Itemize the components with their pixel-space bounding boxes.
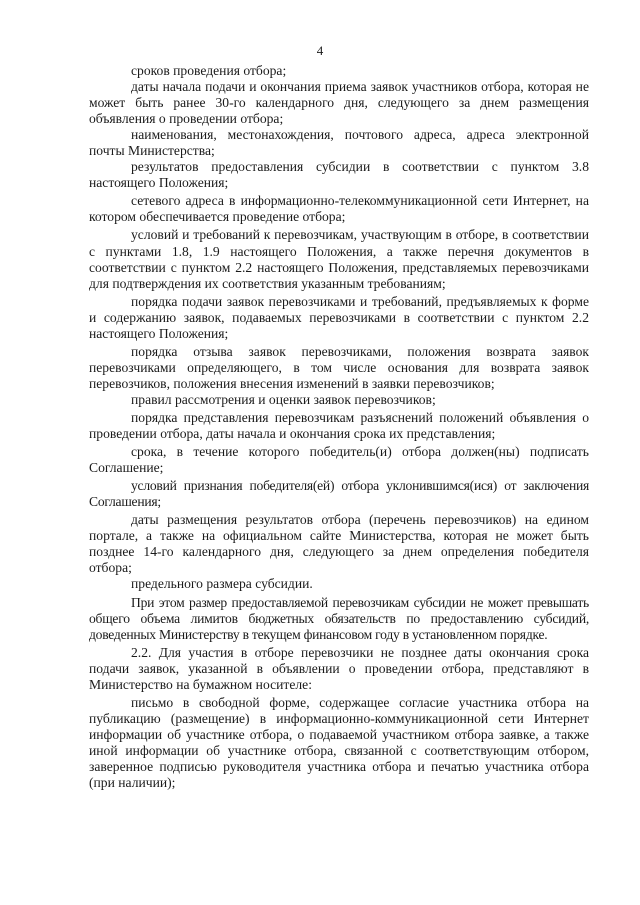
paragraph: порядка подачи заявок перевозчиками и требований, предъявляемых к форме и содержанию заявок, подаваемых перевозчиками в соответствии с пунктом 2.2 настоящего Положения;: [89, 293, 589, 341]
paragraph: даты размещения результатов отбора (перечень перевозчиков) на едином портале, а также на официальном сайте Министерства, которая не может быть позднее 14-го календарного дня, следующего за днем определения победителя отбора;: [89, 512, 589, 576]
paragraph: сетевого адреса в информационно-телекоммуникационной сети Интернет, на котором обеспечивается проведение отбора;: [89, 193, 589, 225]
paragraph: условий и требований к перевозчикам, участвующим в отборе, в соответствии с пунктами 1.8, 1.9 настоящего Положения, а также перечня документов в соответствии с пунктом 2.2 настоящего Положения, представляемых перевозчиками для подтверждения их соответствия указанным требованиям;: [89, 227, 589, 291]
page-number: 4: [316, 43, 324, 58]
paragraph: срока, в течение которого победитель(и) отбора должен(ны) подписать Соглашение;: [89, 444, 589, 476]
paragraph: порядка представления перевозчикам разъяснений положений объявления о проведении отбора, даты начала и окончания срока их представления;: [89, 409, 589, 442]
paragraph: порядка отзыва заявок перевозчиками, положения возврата заявок перевозчиками определяющего, в том числе основания для возврата заявок перевозчиков, положения внесения изменений в заявки перевозчиков;: [89, 343, 589, 391]
paragraph: даты начала подачи и окончания приема заявок участников отбора, которая не может быть ранее 30-го календарного дня, следующего за днем размещения объявления о проведении отбора;: [89, 79, 589, 127]
paragraph: результатов предоставления субсидии в соответствии с пунктом 3.8 настоящего Положения;: [89, 159, 589, 191]
paragraph: письмо в свободной форме, содержащее согласие участника отбора на публикацию (размещение) в информационно-коммуникационной сети Интернет информации об участнике отбора, о подаваемой участником отбора заявке, а также иной информации об участнике отбора, связанной с соответствующим отбором, заверенное подписью руководителя участника отбора и печатью участника отбора (при наличии);: [89, 694, 589, 791]
paragraph: наименования, местонахождения, почтового адреса, адреса электронной почты Министерства;: [89, 127, 589, 159]
paragraph: правил рассмотрения и оценки заявок перевозчиков;: [131, 391, 436, 407]
paragraph: условий признания победителя(ей) отбора уклонившимся(ися) от заключения Соглашения;: [89, 478, 589, 510]
paragraph: сроков проведения отбора;: [131, 63, 287, 78]
paragraph: предельного размера субсидии.: [131, 576, 313, 592]
paragraph: При этом размер предоставляемой перевозчикам субсидии не может превышать общего объема лимитов бюджетных обязательств по предоставлению субсидий, доведенных Министерству в текущем финансовом году в установленном порядке.: [89, 594, 589, 642]
paragraph: 2.2. Для участия в отборе перевозчики не позднее даты окончания срока подачи заявок, указанной в объявлении о проведении отбора, представляют в Министерство на бумажном носителе:: [89, 644, 589, 692]
document-body: [89, 63, 589, 791]
